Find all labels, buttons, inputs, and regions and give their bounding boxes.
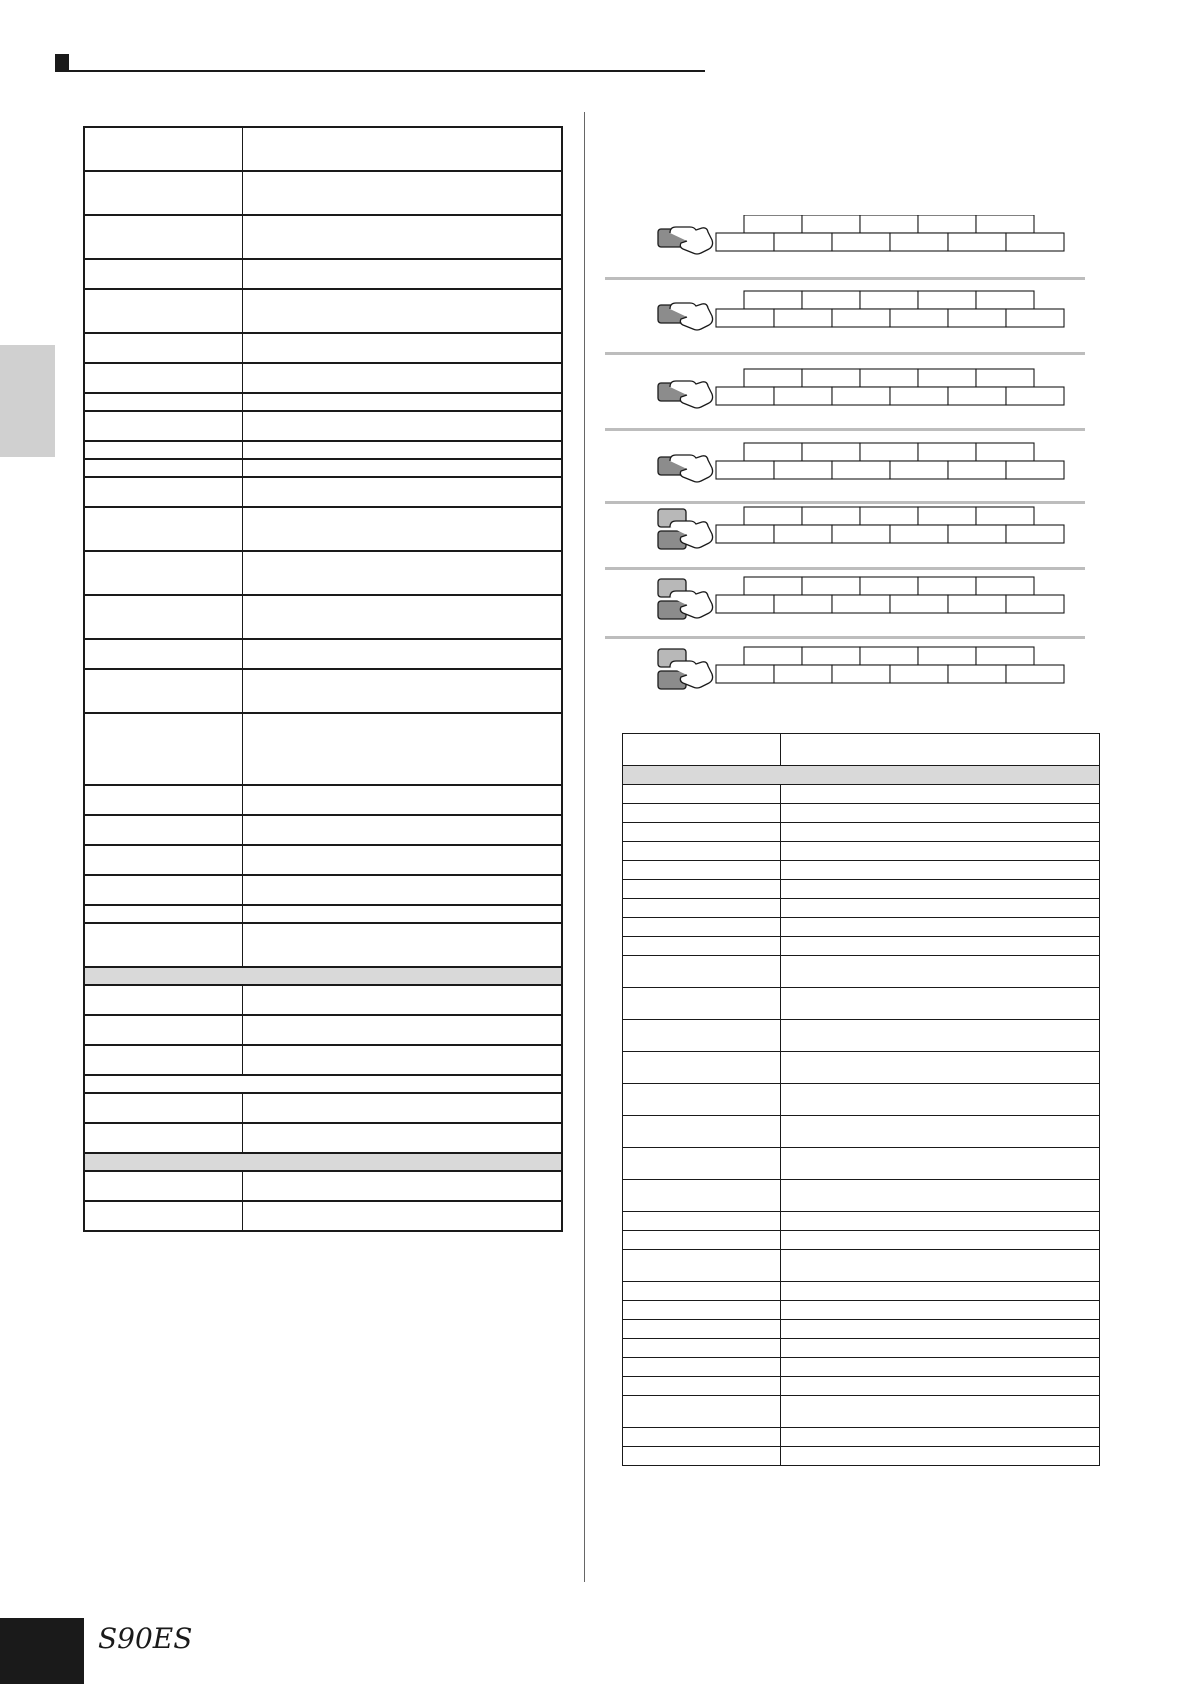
brick-cell [860,577,918,595]
left-description-cell [242,905,562,923]
right-description-cell [781,988,1100,1020]
left-table-row [84,1045,562,1075]
left-description-cell [242,923,562,967]
right-description-cell [781,804,1100,823]
left-table-row [84,1123,562,1153]
left-table-row [84,985,562,1015]
left-description-cell [242,393,562,411]
right-table-row [623,1084,1100,1116]
left-parameter-cell [84,441,242,459]
right-description-cell [781,937,1100,956]
brick-cell [976,215,1034,233]
right-table-row [623,1180,1100,1212]
left-parameter-cell [84,1123,242,1153]
brick-cell [976,507,1034,525]
brick-cell [1006,387,1064,405]
combination-group [658,369,1064,408]
right-table-row [623,1377,1100,1396]
combination-group [658,577,1064,619]
brick-cell [716,309,774,327]
left-table-row [84,1093,562,1123]
right-table-row [623,1212,1100,1231]
brick-cell [918,577,976,595]
brick-cell [716,461,774,479]
left-description-cell [242,411,562,441]
left-description-cell [242,1045,562,1075]
right-parameter-cell [623,861,781,880]
right-parameter-cell [623,1282,781,1301]
right-parameter-cell [623,880,781,899]
right-description-cell [781,1301,1100,1320]
brick-cell [976,291,1034,309]
left-description-cell [242,875,562,905]
left-parameter-cell [84,815,242,845]
brick-cell [716,233,774,251]
left-table-row [84,507,562,551]
right-description-cell [781,880,1100,899]
left-section-band [84,1153,562,1171]
right-description-cell [781,842,1100,861]
right-parameter-cell [623,1231,781,1250]
right-table-row [623,1148,1100,1180]
right-description-cell [781,1212,1100,1231]
right-table-row [623,1250,1100,1282]
brick-cell [860,369,918,387]
left-description-cell [242,985,562,1015]
left-description-cell [242,1171,562,1201]
left-table-row [84,845,562,875]
left-table-row [84,639,562,669]
left-description-cell [242,639,562,669]
brick-cell [832,665,890,683]
brick-cell [918,443,976,461]
brick-cell [774,309,832,327]
right-table-row [623,1396,1100,1428]
diagram-separator [605,567,1085,570]
brick-cell [860,443,918,461]
left-parameter-cell [84,477,242,507]
right-table-row [623,785,1100,804]
left-description-cell [242,669,562,713]
right-description-cell [781,1250,1100,1282]
right-band-cell [623,766,1100,785]
brick-cell [1006,595,1064,613]
right-description-cell [781,1320,1100,1339]
left-table-row [84,1171,562,1201]
brick-cell [860,215,918,233]
right-description-cell [781,1358,1100,1377]
left-parameter-cell [84,595,242,639]
left-description-cell [242,459,562,477]
right-description-cell [781,1447,1100,1466]
right-table-row [623,1339,1100,1358]
left-table-row [84,333,562,363]
left-description-cell [242,785,562,815]
left-parameter-cell [84,845,242,875]
left-description-cell [242,815,562,845]
left-description-cell [242,333,562,363]
brick-cell [890,595,948,613]
brick-cell [1006,665,1064,683]
diagram-separator [605,352,1085,355]
right-description-cell [781,1428,1100,1447]
left-parameter-cell [84,127,242,171]
brick-cell [918,291,976,309]
left-table-row [84,215,562,259]
left-description-cell [242,363,562,393]
right-table-row [623,918,1100,937]
right-description-cell [781,1282,1100,1301]
brick-cell [744,291,802,309]
brick-cell [774,595,832,613]
right-table-row [623,937,1100,956]
left-description-cell [242,441,562,459]
left-parameter-cell [84,1093,242,1123]
right-table-row [623,1020,1100,1052]
left-parameter-cell [84,1045,242,1075]
right-table-row [623,1428,1100,1447]
right-table-row [623,823,1100,842]
brick-cell [802,507,860,525]
diagram-separator [605,501,1085,504]
right-description-cell [781,734,1100,766]
right-description-cell [781,956,1100,988]
chapter-side-tab [0,345,55,457]
right-parameter-cell [623,918,781,937]
right-parameter-cell [623,1250,781,1282]
left-table-row [84,595,562,639]
right-parameter-cell [623,734,781,766]
left-parameter-cell [84,551,242,595]
brick-cell [802,215,860,233]
combination-group [658,291,1064,330]
left-section-band [84,967,562,985]
left-description-cell [242,1123,562,1153]
brick-cell [832,525,890,543]
brick-cell [774,665,832,683]
left-table-row [84,459,562,477]
model-logo [96,1622,208,1656]
right-description-cell [781,1180,1100,1212]
right-parameter-cell [623,785,781,804]
left-description-cell [242,477,562,507]
combination-group [658,647,1064,689]
left-band-cell [84,1153,562,1171]
left-table-row [84,785,562,815]
brick-cell [890,525,948,543]
brick-cell [948,461,1006,479]
brick-cell [976,443,1034,461]
brick-cell [744,647,802,665]
right-description-cell [781,1396,1100,1428]
combination-group [658,507,1064,549]
left-table-row [84,477,562,507]
brick-cell [832,309,890,327]
right-table-row [623,861,1100,880]
left-parameter-cell [84,411,242,441]
right-section-band [623,766,1100,785]
brick-cell [918,369,976,387]
left-table-row [84,1015,562,1045]
right-description-cell [781,918,1100,937]
brick-cell [1006,233,1064,251]
left-description-cell [242,1015,562,1045]
left-parameter-cell [84,713,242,785]
left-table-row [84,441,562,459]
right-table-row [623,956,1100,988]
brick-cell [744,443,802,461]
right-parameter-cell [623,1084,781,1116]
brick-cell [948,595,1006,613]
brick-cell [948,309,1006,327]
brick-cell [832,387,890,405]
right-parameter-cell [623,842,781,861]
left-description-cell [242,845,562,875]
right-parameter-cell [623,988,781,1020]
right-table-row [623,1116,1100,1148]
left-parameter-cell [84,507,242,551]
right-table-row [623,842,1100,861]
right-parameter-cell [623,1148,781,1180]
right-parameter-cell [623,1052,781,1084]
right-description-cell [781,1339,1100,1358]
left-description-cell [242,259,562,289]
brick-cell [716,525,774,543]
diagram-separator [605,636,1085,639]
left-description-cell [242,507,562,551]
combination-group [658,443,1064,482]
right-description-cell [781,1148,1100,1180]
brick-cell [890,387,948,405]
right-table-row [623,988,1100,1020]
brick-cell [802,647,860,665]
brick-cell [860,507,918,525]
left-parameter-table [83,126,563,1232]
right-parameter-cell [623,956,781,988]
brick-cell [774,525,832,543]
right-table-row [623,880,1100,899]
right-table-row [623,804,1100,823]
brick-cell [918,507,976,525]
left-parameter-cell [84,1015,242,1045]
brick-cell [890,461,948,479]
brick-cell [918,215,976,233]
brick-cell [1006,461,1064,479]
right-table-row [623,1320,1100,1339]
left-parameter-cell [84,1201,242,1231]
right-description-cell [781,823,1100,842]
left-parameter-cell [84,639,242,669]
right-table-row [623,1052,1100,1084]
left-parameter-cell [84,905,242,923]
left-parameter-cell [84,289,242,333]
brick-cell [948,665,1006,683]
right-description-cell [781,1020,1100,1052]
right-parameter-cell [623,1320,781,1339]
right-table-row [623,1282,1100,1301]
left-description-cell [242,1201,562,1231]
left-description-cell [242,713,562,785]
brick-cell [716,387,774,405]
left-parameter-cell [84,1171,242,1201]
left-section-band [84,1075,562,1093]
right-description-cell [781,1377,1100,1396]
left-table-row [84,411,562,441]
right-table-row [623,1447,1100,1466]
brick-cell [948,233,1006,251]
brick-cell [716,665,774,683]
left-description-cell [242,1093,562,1123]
right-parameter-cell [623,1377,781,1396]
brick-cell [860,291,918,309]
left-description-cell [242,171,562,215]
brick-cell [774,387,832,405]
brick-cell [744,369,802,387]
brick-cell [1006,309,1064,327]
brick-cell [802,291,860,309]
page-number-block [0,1618,84,1684]
left-parameter-cell [84,171,242,215]
right-parameter-cell [623,1020,781,1052]
brick-cell [802,577,860,595]
right-description-cell [781,785,1100,804]
left-table-row [84,713,562,785]
left-band-cell [84,1075,562,1093]
left-description-cell [242,551,562,595]
brick-cell [774,461,832,479]
right-description-cell [781,1116,1100,1148]
brick-cell [918,647,976,665]
right-table-row [623,1358,1100,1377]
right-parameter-cell [623,937,781,956]
left-parameter-cell [84,923,242,967]
left-parameter-cell [84,875,242,905]
left-table-row [84,127,562,171]
right-description-cell [781,1052,1100,1084]
right-parameter-cell [623,1180,781,1212]
right-parameter-cell [623,1396,781,1428]
brick-cell [890,665,948,683]
right-description-cell [781,1084,1100,1116]
brick-cell [774,233,832,251]
left-table-row [84,905,562,923]
left-table-row [84,393,562,411]
right-parameter-cell [623,1358,781,1377]
right-parameter-cell [623,804,781,823]
left-parameter-cell [84,985,242,1015]
left-parameter-cell [84,215,242,259]
brick-cell [860,647,918,665]
left-table-row [84,1201,562,1231]
brick-cell [976,369,1034,387]
left-table-row [84,875,562,905]
left-table-row [84,923,562,967]
left-parameter-cell [84,259,242,289]
key-combination-diagram [640,215,1085,705]
left-parameter-cell [84,459,242,477]
right-parameter-table [622,733,1100,1466]
right-parameter-cell [623,1428,781,1447]
brick-cell [744,577,802,595]
brick-cell [744,507,802,525]
diagram-separator [605,428,1085,431]
right-parameter-cell [623,1212,781,1231]
left-description-cell [242,215,562,259]
brick-cell [802,369,860,387]
brick-cell [890,233,948,251]
right-description-cell [781,861,1100,880]
column-divider [584,112,585,1582]
right-description-cell [781,1231,1100,1250]
right-parameter-cell [623,1447,781,1466]
right-parameter-cell [623,1301,781,1320]
left-table-row [84,669,562,713]
left-table-row [84,815,562,845]
model-logo-text: S90ES [98,1622,193,1655]
brick-cell [948,525,1006,543]
right-table-row [623,1231,1100,1250]
brick-cell [976,577,1034,595]
right-table-row [623,734,1100,766]
left-table-row [84,259,562,289]
diagram-separator [605,277,1085,280]
right-parameter-cell [623,899,781,918]
left-description-cell [242,127,562,171]
brick-cell [890,309,948,327]
left-table-row [84,363,562,393]
left-parameter-cell [84,333,242,363]
brick-cell [1006,525,1064,543]
left-parameter-cell [84,669,242,713]
brick-cell [744,215,802,233]
left-table-row [84,289,562,333]
left-description-cell [242,595,562,639]
right-parameter-cell [623,1339,781,1358]
right-parameter-cell [623,823,781,842]
brick-cell [976,647,1034,665]
brick-cell [716,595,774,613]
left-description-cell [242,289,562,333]
left-table-row [84,551,562,595]
brick-cell [802,443,860,461]
brick-cell [948,387,1006,405]
header-rule [55,70,705,72]
brick-cell [832,595,890,613]
combination-group [658,215,1064,254]
left-band-cell [84,967,562,985]
right-parameter-cell [623,1116,781,1148]
brick-cell [832,461,890,479]
left-parameter-cell [84,785,242,815]
left-parameter-cell [84,363,242,393]
left-parameter-cell [84,393,242,411]
right-table-row [623,1301,1100,1320]
right-description-cell [781,899,1100,918]
left-table-row [84,171,562,215]
brick-cell [832,233,890,251]
right-table-row [623,899,1100,918]
